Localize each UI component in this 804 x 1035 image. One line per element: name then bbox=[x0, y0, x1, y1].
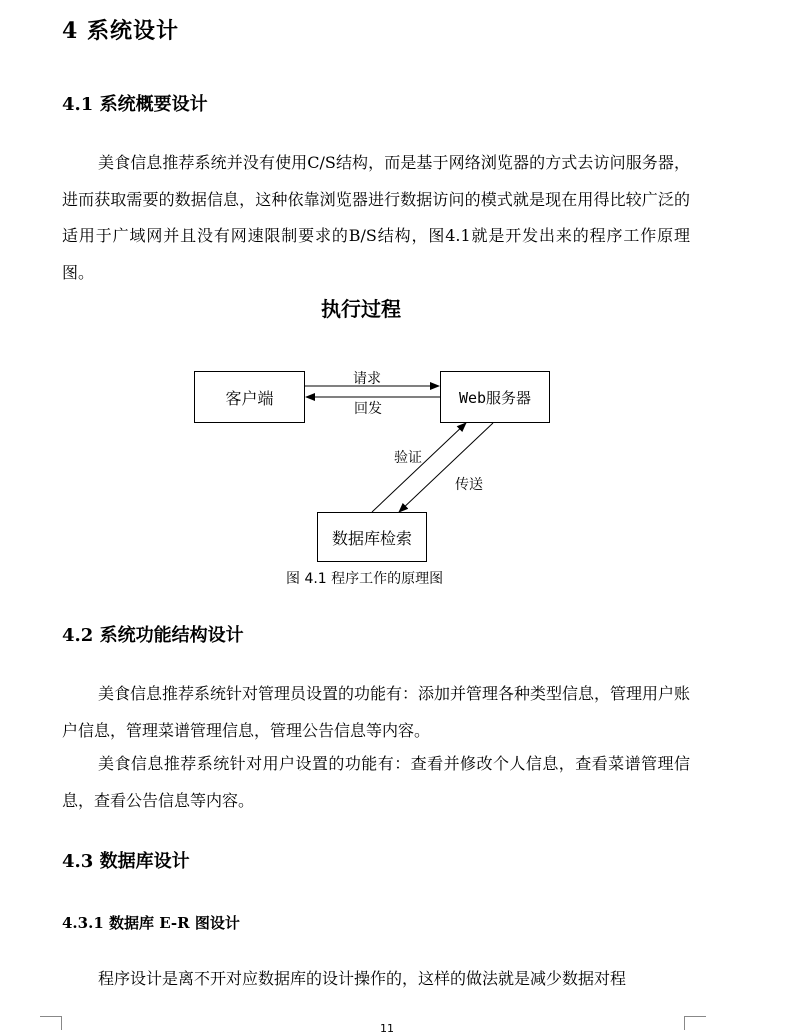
server-label: Web服务器 bbox=[458, 388, 532, 407]
section-4-1-title: 4.1 系统概要设计 bbox=[62, 94, 208, 115]
request-label: 请求 bbox=[353, 371, 381, 387]
transfer-label: 传送 bbox=[455, 477, 483, 493]
section-4-2-paragraph-1: 美食信息推荐系统针对管理员设置的功能有：添加并管理各种类型信息，管理用户账户信息，管理菜谱管理信息，管理公告信息等内容。 bbox=[62, 684, 691, 740]
chapter-title: 4 系统设计 bbox=[62, 18, 179, 44]
figure-caption: 图 4.1 程序工作的原理图 bbox=[286, 571, 444, 587]
section-4-3-1-title: 4.3.1 数据库 E-R 图设计 bbox=[62, 914, 240, 932]
transfer-arrow bbox=[399, 423, 493, 512]
server-box bbox=[440, 371, 550, 423]
section-4-2-paragraph-2: 美食信息推荐系统针对用户设置的功能有：查看并修改个人信息，查看菜谱管理信息，查看公告信息等内容。 bbox=[62, 754, 690, 810]
crop-mark-left bbox=[40, 1016, 62, 1030]
page-number: 11 bbox=[380, 1022, 394, 1035]
section-4-1-paragraph: 美食信息推荐系统并没有使用C/S结构，而是基于网络浏览器的方式去访问服务器，进而获取需要的数据信息，这种依靠浏览器进行数据访问的模式就是现在用得比较广泛的适用于广域网并且没有网速限制要求的B/S结构，图4.1就是开发出来的程序工作原理图。 bbox=[62, 153, 690, 282]
verify-arrow bbox=[372, 423, 466, 512]
diagram-title: 执行过程 bbox=[321, 297, 401, 321]
section-4-3-title: 4.3 数据库设计 bbox=[62, 851, 190, 872]
database-box bbox=[317, 512, 427, 562]
database-label: 数据库检索 bbox=[331, 528, 412, 548]
client-label: 客户端 bbox=[225, 388, 274, 408]
client-box bbox=[194, 371, 305, 423]
section-4-2-title: 4.2 系统功能结构设计 bbox=[62, 625, 244, 646]
crop-mark-right bbox=[684, 1016, 706, 1030]
response-label: 回发 bbox=[354, 401, 382, 417]
section-4-3-1-paragraph: 程序设计是离不开对应数据库的设计操作的，这样的做法就是减少数据对程 bbox=[98, 969, 627, 988]
verify-label: 验证 bbox=[394, 450, 422, 466]
